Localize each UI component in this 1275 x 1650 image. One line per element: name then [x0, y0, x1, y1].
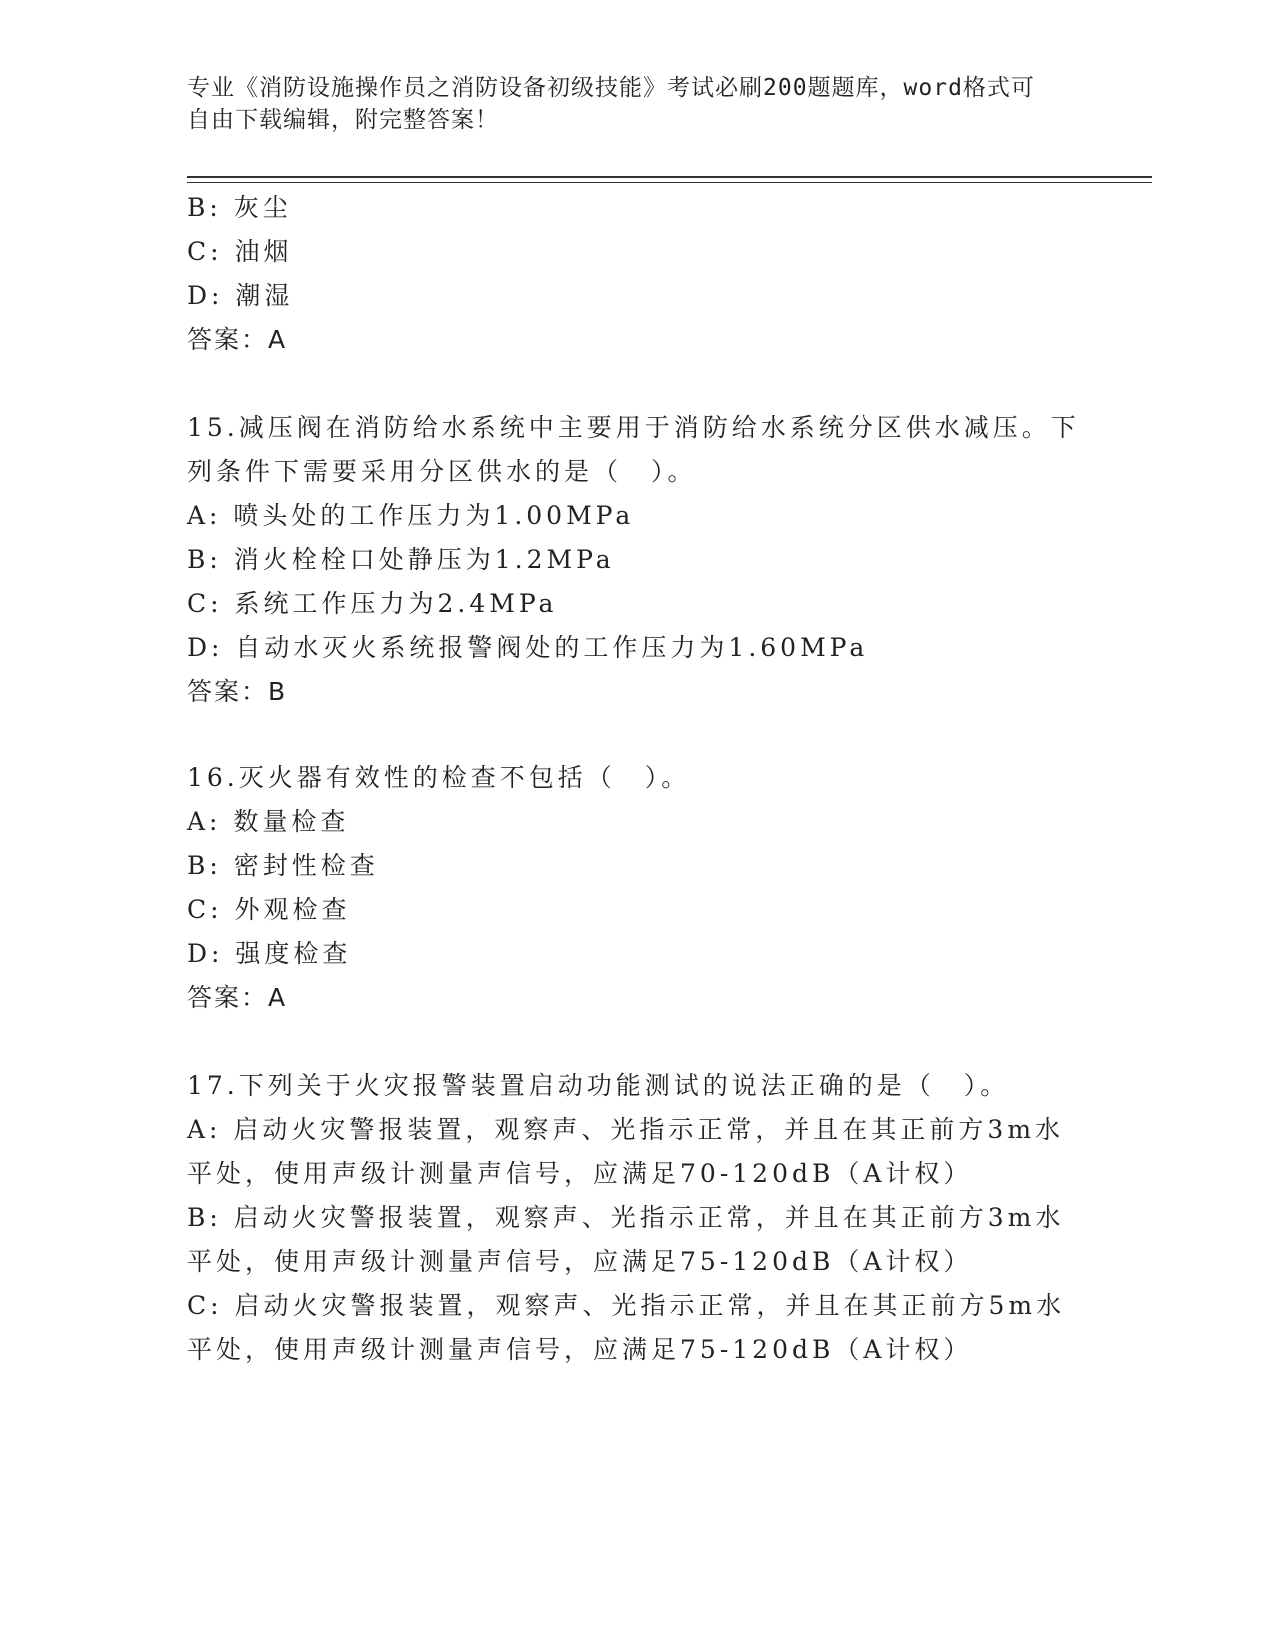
q15-option-a: A: 喷头处的工作压力为1.00MPa [187, 501, 635, 530]
q16-option-d: D: 强度检查 [187, 939, 352, 968]
q15-option-b: B: 消火栓栓口处静压为1.2MPa [187, 545, 615, 574]
header-divider-thick [187, 176, 1152, 178]
q14-option-d: D: 潮湿 [187, 281, 294, 310]
q15-stem-line2: 列条件下需要采用分区供水的是（ ）。 [187, 457, 697, 486]
q14-option-b: B: 灰尘 [187, 193, 292, 222]
q15-option-c: C: 系统工作压力为2.4MPa [187, 589, 558, 618]
header-title-line1: 专业《消防设施操作员之消防设备初级技能》考试必刷200题题库，word格式可 [187, 75, 1035, 101]
q17-stem: 17.下列关于火灾报警装置启动功能测试的说法正确的是（ ）。 [187, 1071, 1010, 1100]
q17-option-c-line1: C: 启动火灾警报装置，观察声、光指示正常，并且在其正前方5m水 [187, 1291, 1066, 1320]
q15-option-d: D: 自动水灭火系统报警阀处的工作压力为1.60MPa [187, 633, 869, 662]
q16-option-b: B: 密封性检查 [187, 851, 379, 880]
q17-option-b-line1: B: 启动火灾警报装置，观察声、光指示正常，并且在其正前方3m水 [187, 1203, 1065, 1232]
document-header [187, 72, 1067, 136]
q16-option-a: A: 数量检查 [187, 807, 350, 836]
q14-answer: 答案：A [187, 325, 288, 354]
q15-stem-line1: 15.减压阀在消防给水系统中主要用于消防给水系统分区供水减压。下 [187, 413, 1080, 442]
q16-answer: 答案：A [187, 983, 288, 1012]
q16-stem: 16.灭火器有效性的检查不包括（ ）。 [187, 763, 691, 792]
q14-option-c: C: 油烟 [187, 237, 293, 266]
q16-option-c: C: 外观检查 [187, 895, 351, 924]
q17-option-a-line2: 平处，使用声级计测量声信号，应满足70-120dB（A计权） [187, 1159, 973, 1188]
q17-option-b-line2: 平处，使用声级计测量声信号，应满足75-120dB（A计权） [187, 1247, 973, 1276]
q17-option-c-line2: 平处，使用声级计测量声信号，应满足75-120dB（A计权） [187, 1335, 973, 1364]
header-title-line2: 自由下载编辑，附完整答案！ [187, 107, 499, 133]
q17-option-a-line1: A: 启动火灾警报装置，观察声、光指示正常，并且在其正前方3m水 [187, 1115, 1065, 1144]
q15-answer: 答案：B [187, 677, 288, 706]
header-divider-thin [187, 182, 1152, 183]
